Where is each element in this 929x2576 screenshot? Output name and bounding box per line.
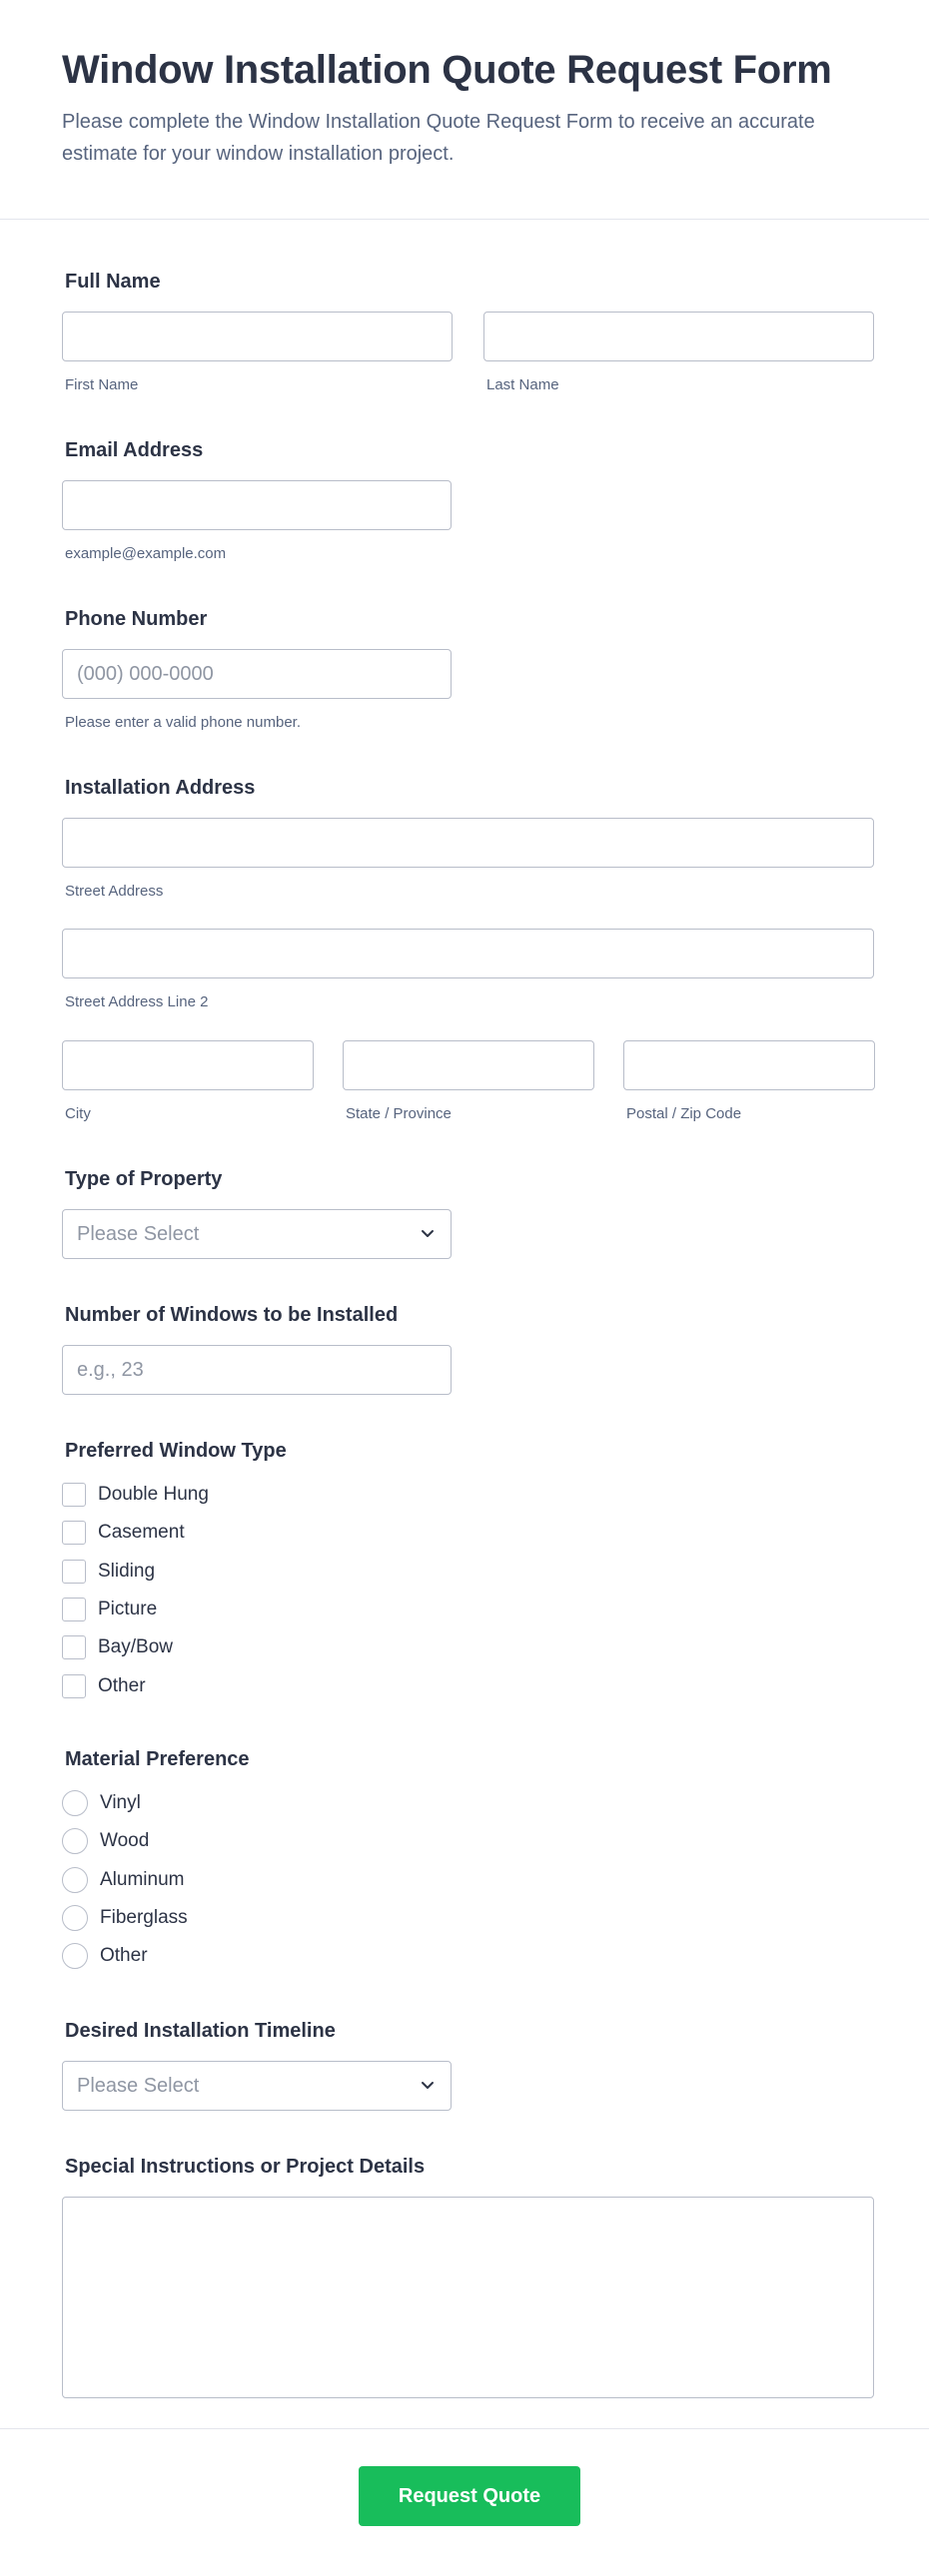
option-label: Sliding (98, 1561, 156, 1582)
option-label: Vinyl (100, 1792, 141, 1813)
email-input[interactable] (62, 480, 452, 530)
checkbox[interactable] (62, 1521, 86, 1545)
checkbox[interactable] (62, 1598, 86, 1621)
zip-input[interactable] (623, 1040, 875, 1090)
street-address-line2-input[interactable] (62, 929, 874, 978)
checkbox[interactable] (62, 1560, 86, 1584)
state-sublabel: State / Province (346, 1105, 452, 1122)
option-label: Casement (98, 1522, 185, 1543)
last-name-input[interactable] (483, 312, 874, 361)
street-address-line2-sublabel: Street Address Line 2 (65, 993, 209, 1010)
option-label: Aluminum (100, 1869, 185, 1890)
option-label: Double Hung (98, 1484, 209, 1505)
window-type-option[interactable] (62, 1673, 146, 1699)
timeline-label: Desired Installation Timeline (65, 2020, 336, 2042)
instructions-textarea[interactable] (62, 2197, 874, 2398)
request-quote-button[interactable]: Request Quote (359, 2466, 580, 2526)
checkbox[interactable] (62, 1483, 86, 1507)
property-type-select[interactable] (62, 1209, 452, 1259)
option-label: Other (100, 1945, 148, 1966)
phone-label: Phone Number (65, 608, 208, 630)
num-windows-label: Number of Windows to be Installed (65, 1304, 399, 1326)
option-label: Picture (98, 1599, 158, 1619)
window-type-label: Preferred Window Type (65, 1440, 287, 1462)
material-option[interactable] (62, 1828, 149, 1854)
option-label: Bay/Bow (98, 1636, 173, 1657)
phone-sublabel: Please enter a valid phone number. (65, 714, 301, 731)
phone-input[interactable] (62, 649, 452, 699)
chevron-down-icon (419, 2076, 437, 2094)
property-type-label: Type of Property (65, 1168, 223, 1190)
radio-button[interactable] (62, 1905, 88, 1931)
email-label: Email Address (65, 439, 204, 461)
first-name-sublabel: First Name (65, 376, 139, 393)
header-divider (0, 219, 929, 220)
last-name-sublabel: Last Name (486, 376, 559, 393)
timeline-select[interactable] (62, 2061, 452, 2111)
state-input[interactable] (343, 1040, 594, 1090)
street-address-input[interactable] (62, 818, 874, 868)
city-input[interactable] (62, 1040, 314, 1090)
address-label: Installation Address (65, 777, 256, 799)
radio-button[interactable] (62, 1828, 88, 1854)
option-label: Other (98, 1675, 146, 1696)
material-option[interactable] (62, 1943, 148, 1969)
window-type-option[interactable] (62, 1482, 209, 1508)
material-option[interactable] (62, 1905, 188, 1931)
material-option[interactable] (62, 1790, 141, 1816)
radio-button[interactable] (62, 1867, 88, 1893)
radio-button[interactable] (62, 1790, 88, 1816)
footer-divider (0, 2428, 929, 2429)
window-type-option[interactable] (62, 1634, 173, 1660)
city-sublabel: City (65, 1105, 91, 1122)
window-type-option[interactable] (62, 1597, 157, 1622)
instructions-label: Special Instructions or Project Details (65, 2156, 426, 2178)
material-option[interactable] (62, 1867, 184, 1893)
full-name-label: Full Name (65, 271, 161, 293)
option-label: Wood (100, 1830, 150, 1851)
window-type-option[interactable] (62, 1559, 155, 1585)
radio-button[interactable] (62, 1943, 88, 1969)
email-sublabel: example@example.com (65, 545, 227, 562)
page-subtitle: Please complete the Window Installation Quote Request Form to receive an accurate estimate for your window installation project. (62, 111, 815, 165)
chevron-down-icon (419, 1224, 437, 1242)
street-address-sublabel: Street Address (65, 883, 164, 900)
first-name-input[interactable] (62, 312, 453, 361)
checkbox[interactable] (62, 1635, 86, 1659)
checkbox[interactable] (62, 1674, 86, 1698)
property-type-placeholder: Please Select (77, 1223, 200, 1245)
num-windows-input[interactable] (62, 1345, 452, 1395)
option-label: Fiberglass (100, 1907, 188, 1928)
window-type-option[interactable] (62, 1520, 185, 1546)
material-label: Material Preference (65, 1748, 250, 1770)
timeline-placeholder: Please Select (77, 2075, 200, 2097)
zip-sublabel: Postal / Zip Code (626, 1105, 742, 1122)
page-title: Window Installation Quote Request Form (62, 48, 832, 92)
